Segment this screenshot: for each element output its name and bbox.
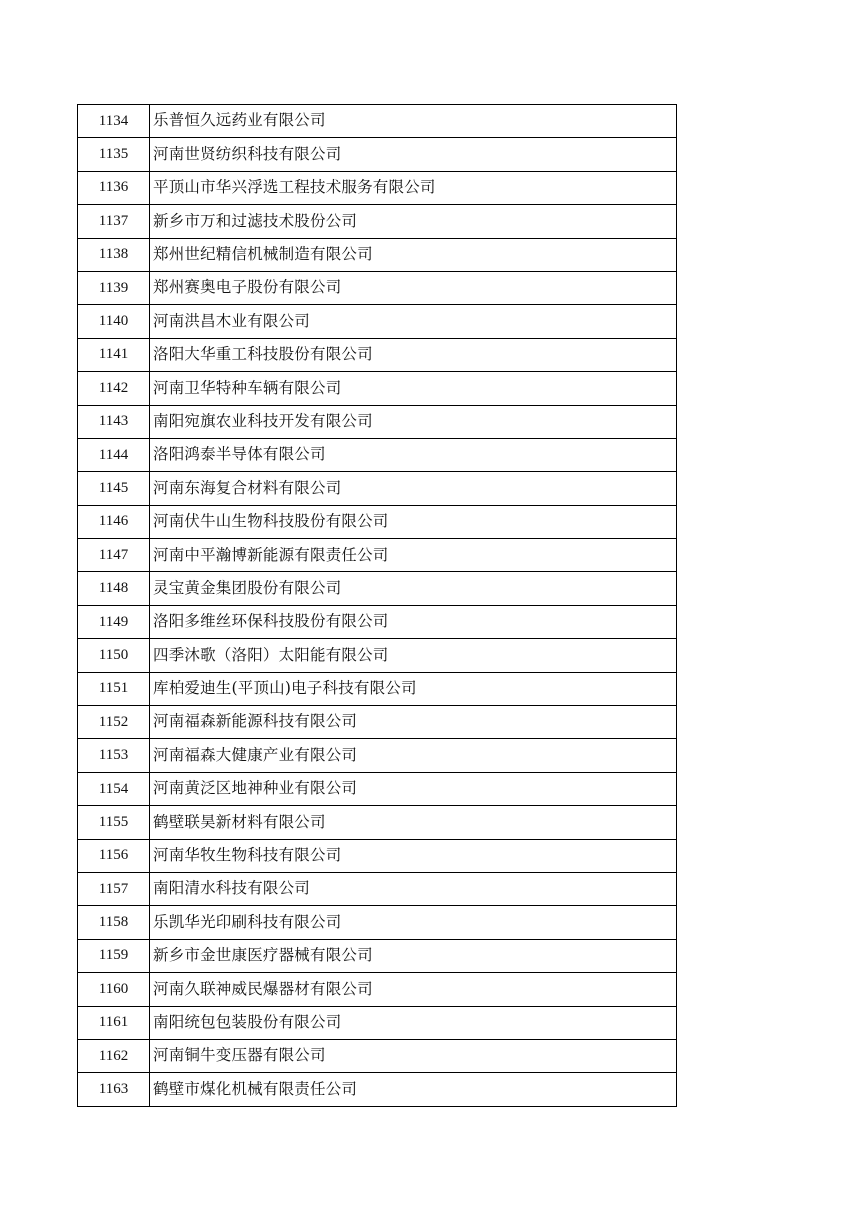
company-name-cell: 洛阳大华重工科技股份有限公司 xyxy=(150,338,677,371)
row-number-cell: 1142 xyxy=(78,372,150,405)
row-number-cell: 1162 xyxy=(78,1039,150,1072)
row-number-cell: 1141 xyxy=(78,338,150,371)
table-row xyxy=(78,105,677,138)
company-name-cell: 河南久联神威民爆器材有限公司 xyxy=(150,973,677,1006)
company-name-cell: 南阳宛旗农业科技开发有限公司 xyxy=(150,405,677,438)
company-name-cell: 灵宝黄金集团股份有限公司 xyxy=(150,572,677,605)
row-number-cell: 1138 xyxy=(78,238,150,271)
company-name-cell: 河南东海复合材料有限公司 xyxy=(150,472,677,505)
company-name-cell: 河南世贤纺织科技有限公司 xyxy=(150,138,677,171)
row-number-cell: 1152 xyxy=(78,706,150,739)
table-row xyxy=(78,806,677,839)
table-row xyxy=(78,672,677,705)
table-row xyxy=(78,205,677,238)
table-row xyxy=(78,706,677,739)
table-row xyxy=(78,639,677,672)
row-number-cell: 1139 xyxy=(78,271,150,304)
row-number-cell: 1155 xyxy=(78,806,150,839)
row-number-cell: 1161 xyxy=(78,1006,150,1039)
table-row xyxy=(78,305,677,338)
row-number-cell: 1144 xyxy=(78,438,150,471)
company-name-cell: 河南福森新能源科技有限公司 xyxy=(150,706,677,739)
table-row xyxy=(78,772,677,805)
company-name-cell: 河南洪昌木业有限公司 xyxy=(150,305,677,338)
company-list-table-container xyxy=(77,104,677,1107)
table-row xyxy=(78,171,677,204)
company-name-cell: 郑州世纪精信机械制造有限公司 xyxy=(150,238,677,271)
company-name-cell: 河南中平瀚博新能源有限责任公司 xyxy=(150,539,677,572)
company-name-cell: 库柏爱迪生(平顶山)电子科技有限公司 xyxy=(150,672,677,705)
row-number-cell: 1160 xyxy=(78,973,150,1006)
table-row xyxy=(78,739,677,772)
row-number-cell: 1145 xyxy=(78,472,150,505)
company-name-cell: 平顶山市华兴浮选工程技术服务有限公司 xyxy=(150,171,677,204)
row-number-cell: 1151 xyxy=(78,672,150,705)
row-number-cell: 1150 xyxy=(78,639,150,672)
company-list-table xyxy=(77,104,677,1107)
row-number-cell: 1140 xyxy=(78,305,150,338)
company-name-cell: 鹤壁联昊新材料有限公司 xyxy=(150,806,677,839)
row-number-cell: 1135 xyxy=(78,138,150,171)
company-name-cell: 洛阳鸿泰半导体有限公司 xyxy=(150,438,677,471)
company-name-cell: 郑州赛奥电子股份有限公司 xyxy=(150,271,677,304)
company-name-cell: 河南黄泛区地神种业有限公司 xyxy=(150,772,677,805)
table-row xyxy=(78,372,677,405)
table-row xyxy=(78,605,677,638)
table-body xyxy=(78,105,677,1107)
table-row xyxy=(78,572,677,605)
company-name-cell: 新乡市金世康医疗器械有限公司 xyxy=(150,939,677,972)
table-row xyxy=(78,539,677,572)
row-number-cell: 1134 xyxy=(78,105,150,138)
company-name-cell: 四季沐歌（洛阳）太阳能有限公司 xyxy=(150,639,677,672)
table-row xyxy=(78,839,677,872)
table-row xyxy=(78,973,677,1006)
row-number-cell: 1153 xyxy=(78,739,150,772)
company-name-cell: 乐凯华光印刷科技有限公司 xyxy=(150,906,677,939)
company-name-cell: 南阳清水科技有限公司 xyxy=(150,872,677,905)
row-number-cell: 1148 xyxy=(78,572,150,605)
row-number-cell: 1158 xyxy=(78,906,150,939)
company-name-cell: 南阳统包包装股份有限公司 xyxy=(150,1006,677,1039)
table-row xyxy=(78,271,677,304)
row-number-cell: 1143 xyxy=(78,405,150,438)
table-row xyxy=(78,238,677,271)
table-row xyxy=(78,872,677,905)
table-row xyxy=(78,472,677,505)
row-number-cell: 1146 xyxy=(78,505,150,538)
row-number-cell: 1136 xyxy=(78,171,150,204)
row-number-cell: 1163 xyxy=(78,1073,150,1106)
company-name-cell: 河南福森大健康产业有限公司 xyxy=(150,739,677,772)
company-name-cell: 鹤壁市煤化机械有限责任公司 xyxy=(150,1073,677,1106)
company-name-cell: 新乡市万和过滤技术股份公司 xyxy=(150,205,677,238)
company-name-cell: 乐普恒久远药业有限公司 xyxy=(150,105,677,138)
company-name-cell: 洛阳多维丝环保科技股份有限公司 xyxy=(150,605,677,638)
table-row xyxy=(78,405,677,438)
table-row xyxy=(78,1006,677,1039)
table-row xyxy=(78,138,677,171)
table-row xyxy=(78,906,677,939)
row-number-cell: 1154 xyxy=(78,772,150,805)
company-name-cell: 河南铜牛变压器有限公司 xyxy=(150,1039,677,1072)
row-number-cell: 1137 xyxy=(78,205,150,238)
table-row xyxy=(78,338,677,371)
company-name-cell: 河南卫华特种车辆有限公司 xyxy=(150,372,677,405)
row-number-cell: 1157 xyxy=(78,872,150,905)
company-name-cell: 河南华牧生物科技有限公司 xyxy=(150,839,677,872)
row-number-cell: 1159 xyxy=(78,939,150,972)
table-row xyxy=(78,939,677,972)
company-name-cell: 河南伏牛山生物科技股份有限公司 xyxy=(150,505,677,538)
table-row xyxy=(78,1039,677,1072)
row-number-cell: 1149 xyxy=(78,605,150,638)
table-row xyxy=(78,438,677,471)
row-number-cell: 1156 xyxy=(78,839,150,872)
row-number-cell: 1147 xyxy=(78,539,150,572)
table-row xyxy=(78,1073,677,1106)
table-row xyxy=(78,505,677,538)
